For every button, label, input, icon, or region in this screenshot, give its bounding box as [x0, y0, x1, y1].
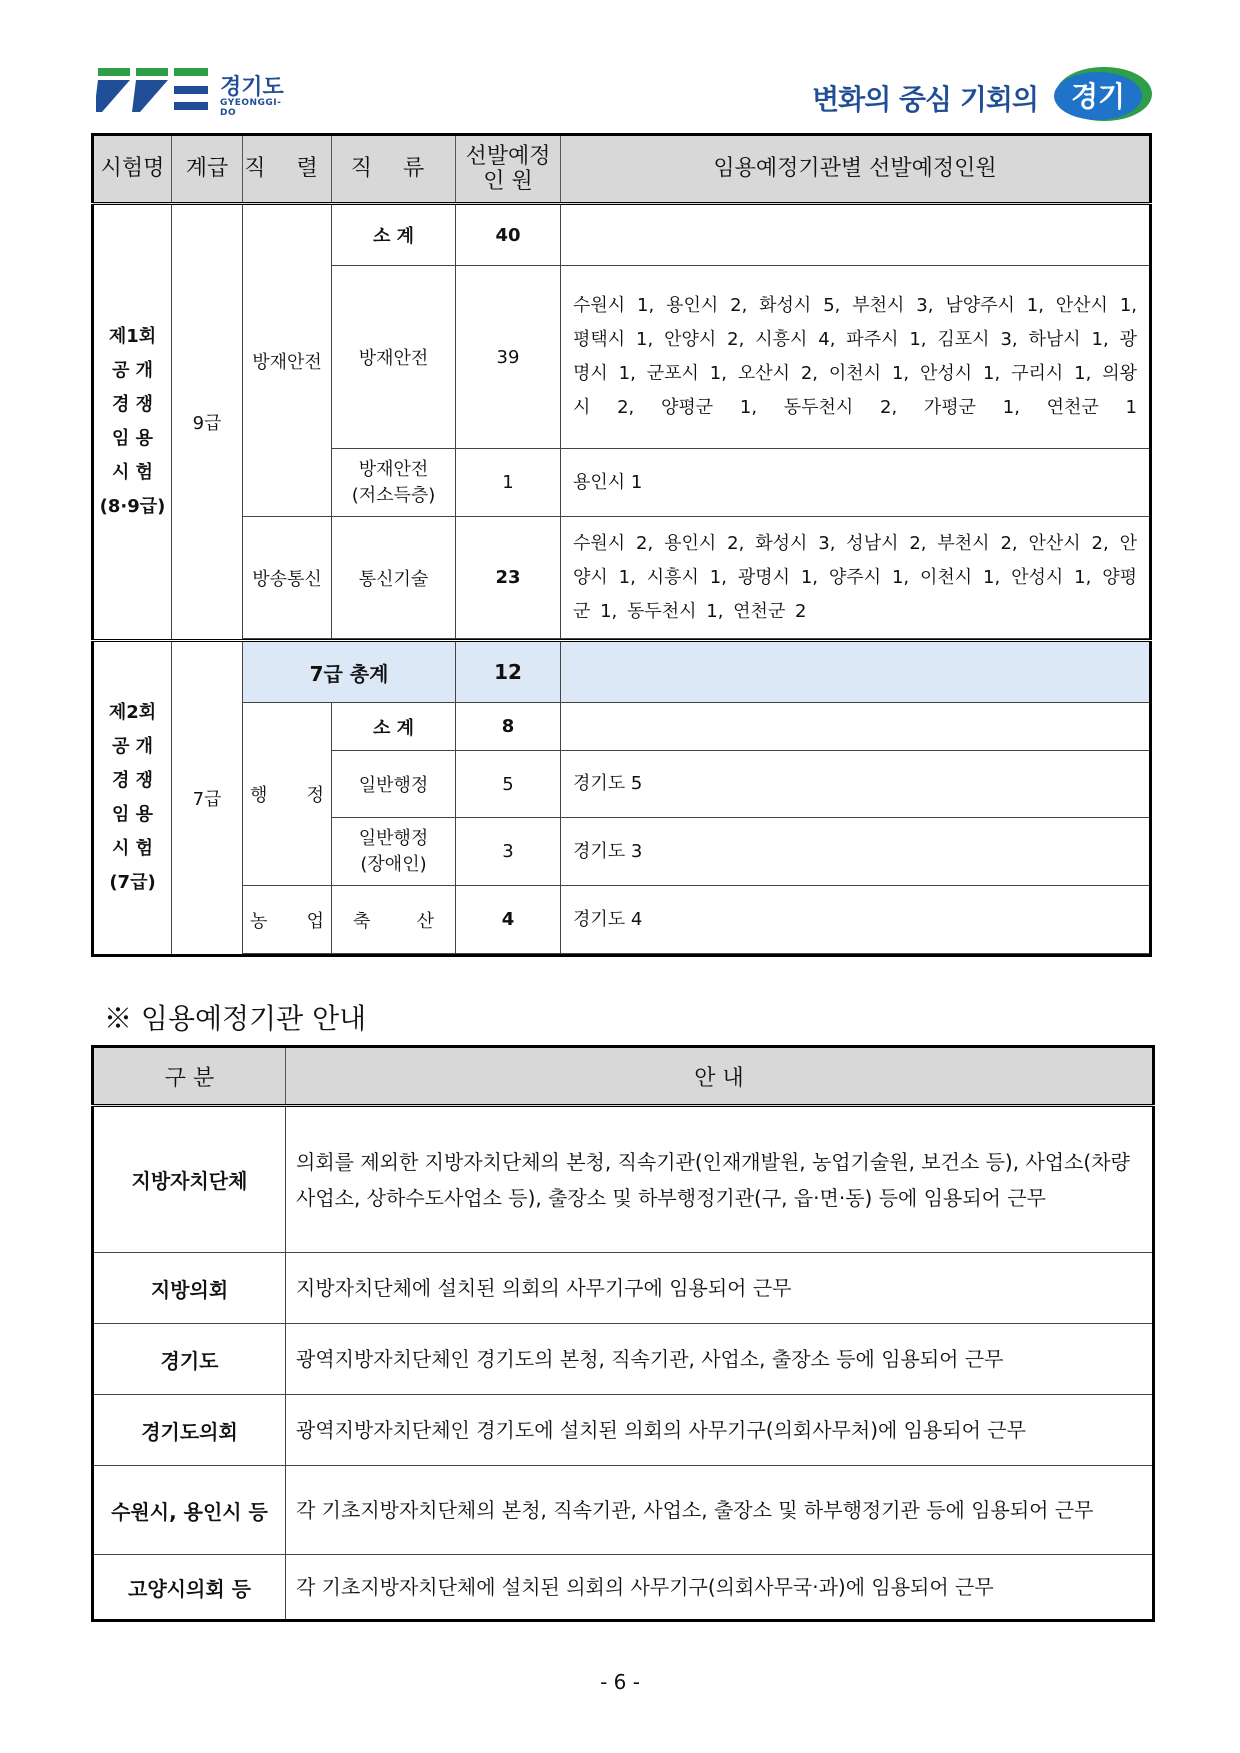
header-agency-detail: 임용예정기관별 선발예정인원: [561, 135, 1151, 204]
exam2-subtotal-detail: [561, 703, 1151, 751]
exam1-count-disaster: 39: [456, 266, 561, 449]
exam2-series-agriculture: 농 업: [243, 886, 332, 954]
gyeonggi-logo-mark-icon: [96, 66, 214, 114]
exam2-name: 제2회 공 개 경 쟁 임 용 시 험 (7급): [93, 641, 172, 956]
exam1-type-disaster: 방재안전: [332, 266, 456, 449]
category-local-government: 지방자치단체: [93, 1106, 286, 1253]
page-number: - 6 -: [600, 1670, 640, 1694]
slogan-badge-icon: [1046, 66, 1156, 122]
exam1-type-disaster-lowincome: 방재안전 (저소득층): [332, 449, 456, 517]
exam2-detail-general-admin-disabled: 경기도 3: [561, 818, 1151, 886]
table-row: [93, 1395, 1154, 1466]
agency-guide-table: [91, 1045, 1155, 1622]
exam1-count-telecom: 23: [456, 517, 561, 639]
exam2-total-label: 7급 총계: [243, 641, 456, 703]
category-gyeonggi: 경기도: [93, 1324, 286, 1395]
guide-gyeonggi: 광역지방자치단체인 경기도의 본청, 직속기관, 사업소, 출장소 등에 임용되어 근무: [286, 1324, 1154, 1395]
logo-subtitle: GYEONGGI-DO: [220, 98, 282, 118]
exam1-name: 제1회 공 개 경 쟁 임 용 시 험 (8·9급): [93, 204, 172, 641]
guide-basic-council: 각 기초지방자치단체에 설치된 의회의 사무기구(의회사무국·과)에 임용되어 근무: [286, 1555, 1154, 1621]
exam2-count-general-admin-disabled: 3: [456, 818, 561, 886]
table-header-row: [93, 1047, 1154, 1106]
page-header: [96, 66, 1156, 122]
exam2-grade: 7급: [172, 641, 243, 956]
guide-gyeonggi-council: 광역지방자치단체인 경기도에 설치된 의회의 사무기구(의회사무처)에 임용되어 근무: [286, 1395, 1154, 1466]
table-row: [93, 1466, 1154, 1555]
section-subtitle: ※ 임용예정기관 안내: [104, 1002, 367, 1035]
exam2-type-livestock: 축 산: [332, 886, 456, 954]
exam2-subtotal-label: 소 계: [332, 703, 456, 751]
guide-basic-government: 각 기초지방자치단체의 본청, 직속기관, 사업소, 출장소 및 하부행정기관 등에 임용되어 근무: [286, 1466, 1154, 1555]
header-category: 구 분: [93, 1047, 286, 1106]
header-guide: 안 내: [286, 1047, 1154, 1106]
slogan-badge-text: 경기: [1070, 80, 1126, 113]
table-row: [93, 517, 1151, 639]
exam2-subtotal-count: 8: [456, 703, 561, 751]
category-local-council: 지방의회: [93, 1253, 286, 1324]
table-row: [93, 1324, 1154, 1395]
header-grade: 계급: [172, 135, 243, 204]
guide-local-government: 의회를 제외한 지방자치단체의 본청, 직속기관(인재개발원, 농업기술원, 보건소 등), 사업소(차량사업소, 상하수도사업소 등), 출장소 및 하부행정기관(구, 읍·면·동) 등에 임용되어 근무: [286, 1106, 1154, 1253]
exam1-detail-telecom: 수원시 2, 용인시 2, 화성시 3, 성남시 2, 부천시 2, 안산시 2, 안양시 1, 시흥시 1, 광명시 1, 양주시 1, 이천시 1, 안성시 1, 양평군 1, 동두천시 1, 연천군 2: [561, 517, 1151, 639]
exam1-series-broadcast: 방송통신: [243, 517, 332, 639]
category-basic-council: 고양시의회 등: [93, 1555, 286, 1621]
exam2-total-detail: [561, 641, 1151, 703]
guide-local-council: 지방자치단체에 설치된 의회의 사무기구에 임용되어 근무: [286, 1253, 1154, 1324]
header-type: 직 류: [332, 135, 456, 204]
header-series: 직 렬: [243, 135, 332, 204]
table-row: [93, 204, 1151, 266]
exam2-count-livestock: 4: [456, 886, 561, 954]
exam1-detail-disaster-lowincome: 용인시 1: [561, 449, 1151, 517]
table-row: [93, 703, 1151, 751]
table-row: [93, 1253, 1154, 1324]
exam2-type-general-admin: 일반행정: [332, 751, 456, 818]
exam1-count-disaster-lowincome: 1: [456, 449, 561, 517]
exam2-series-admin: 행 정: [243, 703, 332, 886]
exam2-type-general-admin-disabled: 일반행정 (장애인): [332, 818, 456, 886]
table-row: [93, 886, 1151, 954]
logo-name: 경기도: [220, 75, 284, 100]
exam2-count-general-admin: 5: [456, 751, 561, 818]
header-exam-name: 시험명: [93, 135, 172, 204]
exam1-subtotal-label: 소 계: [332, 204, 456, 266]
exam2-detail-livestock: 경기도 4: [561, 886, 1151, 954]
exam1-series-disaster: 방재안전: [243, 204, 332, 517]
exam2-total-count: 12: [456, 641, 561, 703]
header-count: 선발예정 인 원: [456, 135, 561, 204]
exam1-type-telecom: 통신기술: [332, 517, 456, 639]
slogan-text: 변화의 중심 기회의: [812, 83, 1038, 116]
table-row: [93, 1106, 1154, 1253]
exam2-detail-general-admin: 경기도 5: [561, 751, 1151, 818]
exam1-subtotal-count: 40: [456, 204, 561, 266]
table-header-row: [93, 135, 1151, 204]
category-basic-government: 수원시, 용인시 등: [93, 1466, 286, 1555]
exam1-grade: 9급: [172, 204, 243, 641]
table-row: [93, 1555, 1154, 1621]
exam1-detail-disaster: 수원시 1, 용인시 2, 화성시 5, 부천시 3, 남양주시 1, 안산시 1, 평택시 1, 안양시 2, 시흥시 4, 파주시 1, 김포시 3, 하남시 1, 광명시 1, 군포시 1, 오산시 2, 이천시 1, 안성시 1, 구리시 1, 의왕시 2, 양평군 1, 동두천시 2, 가평군 1, 연천군 1: [561, 266, 1151, 449]
recruitment-table: [91, 133, 1152, 957]
table-row: [93, 641, 1151, 703]
exam1-subtotal-detail: [561, 204, 1151, 266]
gyeonggi-logo: [96, 66, 296, 118]
category-gyeonggi-council: 경기도의회: [93, 1395, 286, 1466]
